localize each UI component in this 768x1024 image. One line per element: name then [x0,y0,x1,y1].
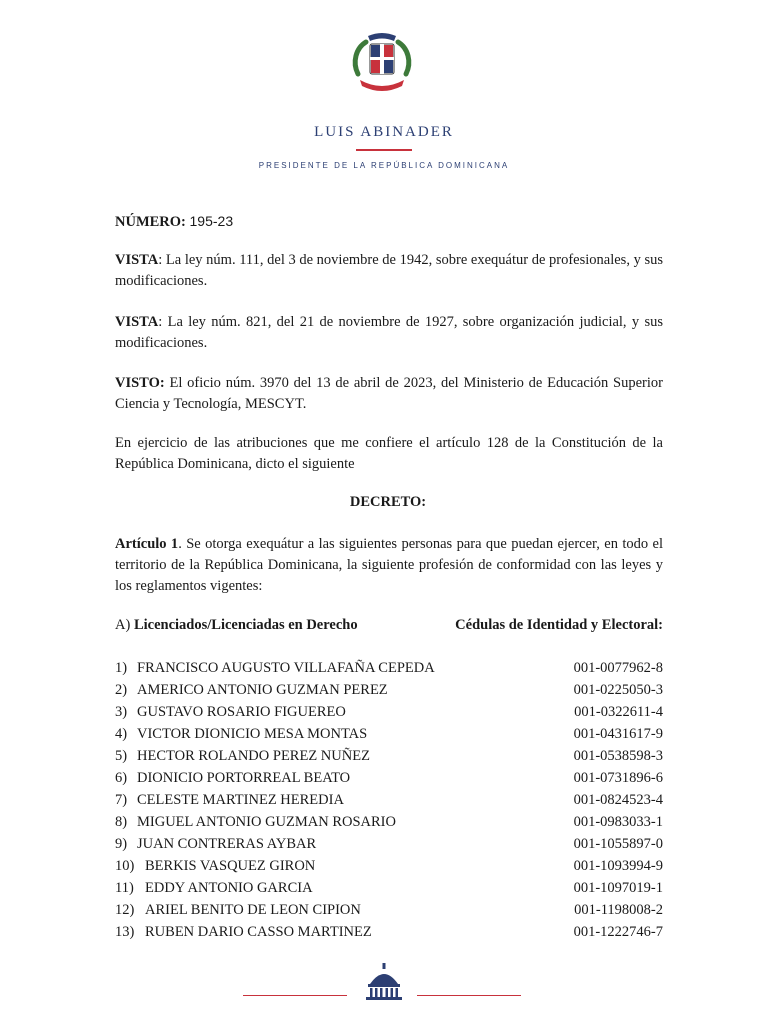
person-name: BERKIS VASQUEZ GIRON [145,858,316,874]
vista-2 [115,312,663,354]
item-number: 2) [115,682,128,698]
vista-1 [115,250,663,292]
president-office: PRESIDENTE DE LA REPÚBLICA DOMINICANA [258,161,510,170]
list-item [115,855,663,877]
person-cedula: 001-1093994-9 [573,858,663,874]
list-item [115,877,663,899]
item-number: 6) [115,770,128,786]
article-text: . Se otorga exequátur a las siguientes personas para que puedan ejercer, en todo el territorio de la República Dominicana, la siguiente profesión de conformidad con las leyes y los reglamentos vigentes: [115,536,663,594]
preamble: En ejercicio de las atribuciones que me confiere el artículo 128 de la Constitución de la República Dominicana, dicto el siguiente [115,435,663,472]
decree-number [115,211,663,233]
person-name: MIGUEL ANTONIO GUZMAN ROSARIO [137,814,396,830]
person-cedula: 001-1055897-0 [573,836,663,852]
person-cedula: 001-0983033-1 [573,814,663,830]
item-number: 1) [115,660,128,676]
decree-title: DECRETO: [349,494,427,510]
list-item [115,811,663,833]
vista-text: : La ley núm. 821, del 21 de noviembre de 1927, sobre organización judicial, y sus modificaciones. [115,314,663,351]
person-cedula: 001-1222746-7 [573,924,663,940]
list-item [115,657,663,679]
person-name: EDDY ANTONIO GARCIA [145,880,313,896]
person-name: RUBEN DARIO CASSO MARTINEZ [145,924,372,940]
person-cedula: 001-0322611-4 [574,704,663,720]
number-label: NÚMERO: [115,214,186,230]
national-palace-icon [362,962,406,1002]
person-name: AMERICO ANTONIO GUZMAN PEREZ [137,682,388,698]
item-number: 4) [115,726,128,742]
visto-text: El oficio núm. 3970 del 13 de abril de 2023, del Ministerio de Educación Superior Ciencia y Tecnología, MESCYT. [115,375,663,412]
vista-text: : La ley núm. 111, del 3 de noviembre de 1942, sobre exequátur de profesionales, y sus modificaciones. [115,252,663,289]
person-cedula: 001-0077962-8 [573,660,663,676]
item-number: 7) [115,792,128,808]
item-number: 5) [115,748,128,764]
list-item [115,921,663,943]
item-number: 12) [115,902,135,918]
people-list [115,657,663,943]
list-item [115,767,663,789]
vista-label: VISTA [115,314,159,330]
item-number: 9) [115,836,128,852]
person-name: HECTOR ROLANDO PEREZ NUÑEZ [137,748,370,764]
person-name: CELESTE MARTINEZ HEREDIA [137,792,344,808]
article-label: Artículo 1 [115,536,179,552]
item-number: 3) [115,704,128,720]
person-name: GUSTAVO ROSARIO FIGUEREO [137,704,346,720]
person-cedula: 001-0731896-6 [573,770,663,786]
coat-of-arms-icon [346,30,418,102]
item-number: 13) [115,924,135,940]
person-cedula: 001-1198008-2 [574,902,663,918]
visto-1 [115,373,663,415]
list-item [115,745,663,767]
item-number: 11) [115,880,134,896]
president-name: LUIS ABINADER [314,124,454,140]
footer-rule-right [417,995,521,996]
visto-label: VISTO: [115,375,165,391]
cedula-header: Cédulas de Identidad y Electoral: [455,617,663,633]
person-name: JUAN CONTRERAS AYBAR [137,836,317,852]
list-item [115,789,663,811]
list-item [115,679,663,701]
footer-rule-left [243,995,347,996]
vista-label: VISTA [115,252,159,268]
person-name: ARIEL BENITO DE LEON CIPION [145,902,361,918]
person-name: VICTOR DIONICIO MESA MONTAS [137,726,368,742]
person-name: DIONICIO PORTORREAL BEATO [137,770,351,786]
list-item [115,899,663,921]
person-cedula: 001-1097019-1 [573,880,663,896]
item-number: 10) [115,858,135,874]
number-value: 195-23 [189,213,234,229]
article-1 [115,534,663,597]
person-cedula: 001-0824523-4 [573,792,663,808]
list-item [115,833,663,855]
item-number: 8) [115,814,128,830]
person-cedula: 001-0225050-3 [573,682,663,698]
section-title: Licenciados/Licenciadas en Derecho [133,617,358,633]
header-divider [356,149,412,151]
section-prefix: A) [115,617,134,633]
person-name: FRANCISCO AUGUSTO VILLAFAÑA CEPEDA [137,660,435,676]
section-title-wrap [115,617,358,634]
person-cedula: 001-0431617-9 [573,726,663,742]
list-item [115,701,663,723]
person-cedula: 001-0538598-3 [573,748,663,764]
list-item [115,723,663,745]
